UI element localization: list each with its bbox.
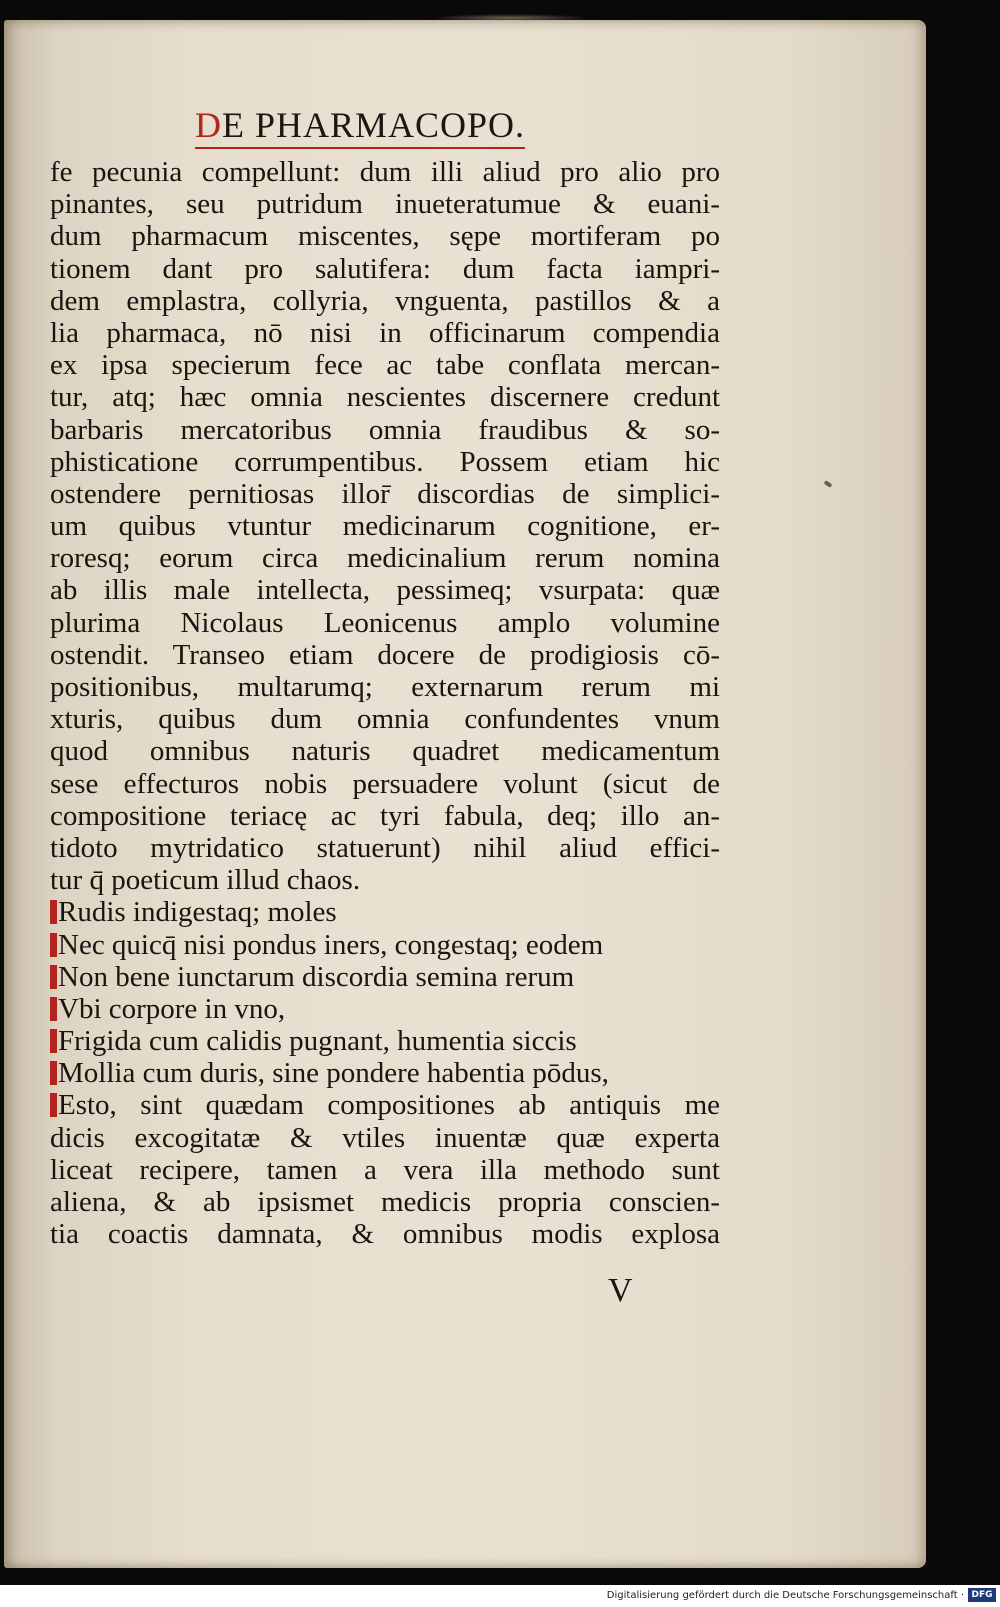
text-line: compositione teriacę ac tyri fabula, deq; illo an- [50, 799, 720, 832]
verse-line [50, 896, 720, 928]
text-line: barbaris mercatoribus omnia fraudibus & so- [50, 413, 720, 446]
text-line: plurima Nicolaus Leonicenus amplo volumine [50, 606, 720, 639]
text-line: positionibus, multarumq; externarum rerum mi [50, 671, 720, 703]
verse-line [50, 929, 720, 961]
text-line: dem emplastra, collyria, vnguenta, pastillos & a [50, 284, 720, 317]
text-line: phisticatione corrumpentibus. Possem etiam hic [50, 445, 720, 478]
verse-line-text: Frigida cum calidis pugnant, humentia siccis [58, 1025, 577, 1058]
text-line: pinantes, seu putridum inueteratumue & euani- [50, 188, 720, 221]
text-line: tur, atq; hæc omnia nescientes discernere credunt [50, 381, 720, 414]
main-text-block [50, 156, 720, 1250]
verse-line-text: Mollia cum duris, sine pondere habentia pōdus, [58, 1057, 609, 1090]
digitization-credit: Digitalisierung gefördert durch die Deutsche Forschungsgemeinschaft · [606, 1590, 964, 1601]
dfg-logo: DFG [968, 1588, 996, 1602]
verse-line-text: Non bene iunctarum discordia semina rerum [58, 960, 575, 993]
text-line: liceat recipere, tamen a vera illa methodo sunt [50, 1153, 720, 1186]
text-line: ab illis male intellecta, pessimeq; vsurpata: quæ [50, 574, 720, 607]
running-head [195, 104, 525, 146]
text-line [50, 1089, 720, 1121]
rubric-mark [50, 965, 57, 989]
text-line: tia coactis damnata, & omnibus modis explosa [50, 1218, 720, 1251]
text-line: tur q̄ poeticum illud chaos. [50, 864, 361, 897]
text-line: quod omnibus naturis quadret medicamentum [50, 735, 720, 768]
verse-line-text: Rudis indigestaq; moles [58, 896, 337, 929]
verse-line [50, 1057, 720, 1089]
text-line: tionem dant pro salutifera: dum facta iampri- [50, 252, 720, 285]
running-head-red-initial: D [195, 105, 222, 145]
text-line: dum pharmacum miscentes, sępe mortiferam po [50, 220, 720, 253]
text-line: fe pecunia compellunt: dum illi aliud pro alio pro [50, 156, 720, 188]
rubric-mark [50, 1029, 57, 1053]
text-line: xturis, quibus dum omnia confundentes vnum [50, 703, 720, 736]
rubric-mark [50, 1093, 57, 1117]
text-line: tidoto mytridatico statuerunt) nihil aliud effici- [50, 831, 720, 864]
text-line: sese effecturos nobis persuadere volunt (sicut de [50, 767, 720, 800]
text-line: ostendere pernitiosas illor̄ discordias de simplici- [50, 477, 720, 510]
verse-line [50, 961, 720, 993]
rubric-mark [50, 900, 57, 924]
rubric-mark [50, 933, 57, 957]
verse-line [50, 1025, 720, 1057]
text-line-content: Esto, sint quædam compositiones ab antiquis me [58, 1089, 720, 1122]
text-line: lia pharmaca, nō nisi in officinarum compendia [50, 316, 720, 349]
text-line: ostendit. Transeo etiam docere de prodigiosis cō- [50, 638, 720, 671]
rubric-mark [50, 1061, 57, 1085]
signature-mark: V [608, 1272, 633, 1309]
text-line: aliena, & ab ipsismet medicis propria conscien- [50, 1186, 720, 1218]
verse-line-text: Vbi corpore in vno, [58, 992, 286, 1025]
rubric-mark [50, 997, 57, 1021]
text-line: ex ipsa specierum fece ac tabe conflata mercan- [50, 349, 720, 382]
text-line: dicis excogitatæ & vtiles inuentæ quæ experta [50, 1121, 720, 1154]
text-line: roresq; eorum circa medicinalium rerum nomina [50, 542, 720, 575]
text-line: um quibus vtuntur medicinarum cognitione, er- [50, 510, 720, 543]
verse-line [50, 993, 720, 1025]
verse-line-text: Nec quicq̄ nisi pondus iners, congestaq; eodem [58, 928, 604, 961]
running-head-text: E PHARMACOPO. [222, 105, 526, 145]
